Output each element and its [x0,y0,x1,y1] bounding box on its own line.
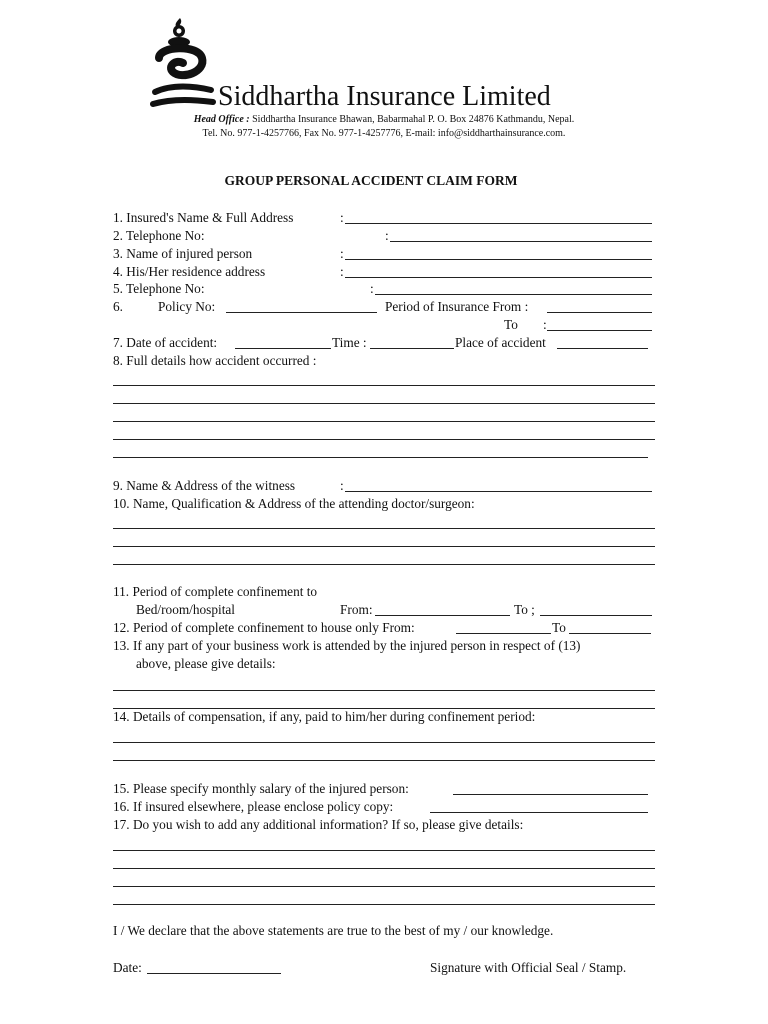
q7-date-blank[interactable] [235,348,331,349]
q9-label: 9. Name & Address of the witness [113,478,296,493]
q10-label: 10. Name, Qualification & Address of the attending doctor/surgeon: [113,496,475,511]
q2-blank[interactable] [390,241,652,242]
q12-from-blank[interactable] [456,633,551,634]
q7-place-blank[interactable] [557,348,648,349]
q12-to-label: To [552,620,566,635]
q8-answer-line[interactable] [113,403,655,404]
head-office-label: Head Office : [193,114,250,125]
q16-blank[interactable] [430,812,648,813]
q17-answer-line[interactable] [113,868,655,869]
q17-answer-line[interactable] [113,850,655,851]
q2-label: 2. Telephone No: [113,228,205,243]
q12-to-blank[interactable] [569,633,651,634]
q14-answer-line[interactable] [113,760,655,761]
q4-label: 4. His/Her residence address [113,264,266,279]
q8-label: 8. Full details how accident occurred : [113,353,317,368]
date-blank[interactable] [147,973,281,974]
q9-blank[interactable] [345,491,652,492]
q12-label: 12. Period of complete confinement to house only From: [113,620,415,635]
q5-blank[interactable] [375,294,652,295]
q3-blank[interactable] [345,259,652,260]
date-label: Date: [113,960,142,975]
q2-colon: : [385,228,389,243]
q10-answer-line[interactable] [113,528,655,529]
q14-label: 14. Details of compensation, if any, paid to him/her during confinement period: [113,709,536,724]
q8-answer-line[interactable] [113,385,655,386]
q5-label: 5. Telephone No: [113,281,205,296]
q6-period-from-label: Period of Insurance From : [385,299,529,314]
q14-answer-line[interactable] [113,742,655,743]
q13-label: 13. If any part of your business work is attended by the injured person in respect of (13) [113,638,581,653]
q3-colon: : [340,246,344,261]
q6-policy-blank[interactable] [226,312,377,313]
signature-label: Signature with Official Seal / Stamp. [430,960,627,975]
q17-answer-line[interactable] [113,886,655,887]
q8-answer-line[interactable] [113,439,655,440]
q6-to-label: To [504,317,518,332]
q7-date-label: 7. Date of accident: [113,335,218,350]
q1-label: 1. Insured's Name & Full Address [113,210,294,225]
q5-colon: : [370,281,374,296]
q1-colon: : [340,210,344,225]
q4-colon: : [340,264,344,279]
q6-period-from-blank[interactable] [547,312,652,313]
q8-answer-line[interactable] [113,421,655,422]
q13-label-continued: above, please give details: [136,656,276,671]
q17-answer-line[interactable] [113,904,655,905]
q7-place-label: Place of accident [455,335,546,350]
company-name: Siddhartha Insurance Limited [218,81,551,112]
q6-to-colon: : [543,317,547,332]
q11-to-blank[interactable] [540,615,652,616]
q11-to-label: To ; [514,602,535,617]
q7-time-label: Time : [332,335,367,350]
q10-answer-line[interactable] [113,564,655,565]
q15-label: 15. Please specify monthly salary of the injured person: [113,781,409,796]
q6-policy-label: Policy No: [158,299,216,314]
declaration-text: I / We declare that the above statements are true to the best of my / our knowledge. [113,923,554,938]
q4-blank[interactable] [345,277,652,278]
q11-from-label: From: [340,602,373,617]
q13-answer-line[interactable] [113,690,655,691]
company-logo [150,16,216,110]
contact-line: Tel. No. 977-1-4257766, Fax No. 977-1-4257776, E-mail: info@siddharthainsurance.com. [202,128,566,139]
q15-blank[interactable] [453,794,648,795]
q8-answer-line[interactable] [113,457,648,458]
q10-answer-line[interactable] [113,546,655,547]
q7-time-blank[interactable] [370,348,454,349]
head-office-address: Siddhartha Insurance Bhawan, Babarmahal P. O. Box 24876 Kathmandu, Nepal. [249,114,575,125]
q3-label: 3. Name of injured person [113,246,253,261]
q16-label: 16. If insured elsewhere, please enclose policy copy: [113,799,394,814]
q11-label: 11. Period of complete confinement to [113,584,318,599]
q11-place-label: Bed/room/hospital [136,602,235,617]
q6-number: 6. [113,299,123,314]
head-office-line [0,114,768,126]
q17-label: 17. Do you wish to add any additional information? If so, please give details: [113,817,524,832]
q6-to-blank[interactable] [547,330,652,331]
q1-blank[interactable] [345,223,652,224]
q9-colon: : [340,478,344,493]
form-title: GROUP PERSONAL ACCIDENT CLAIM FORM [224,173,518,188]
q11-from-blank[interactable] [375,615,510,616]
